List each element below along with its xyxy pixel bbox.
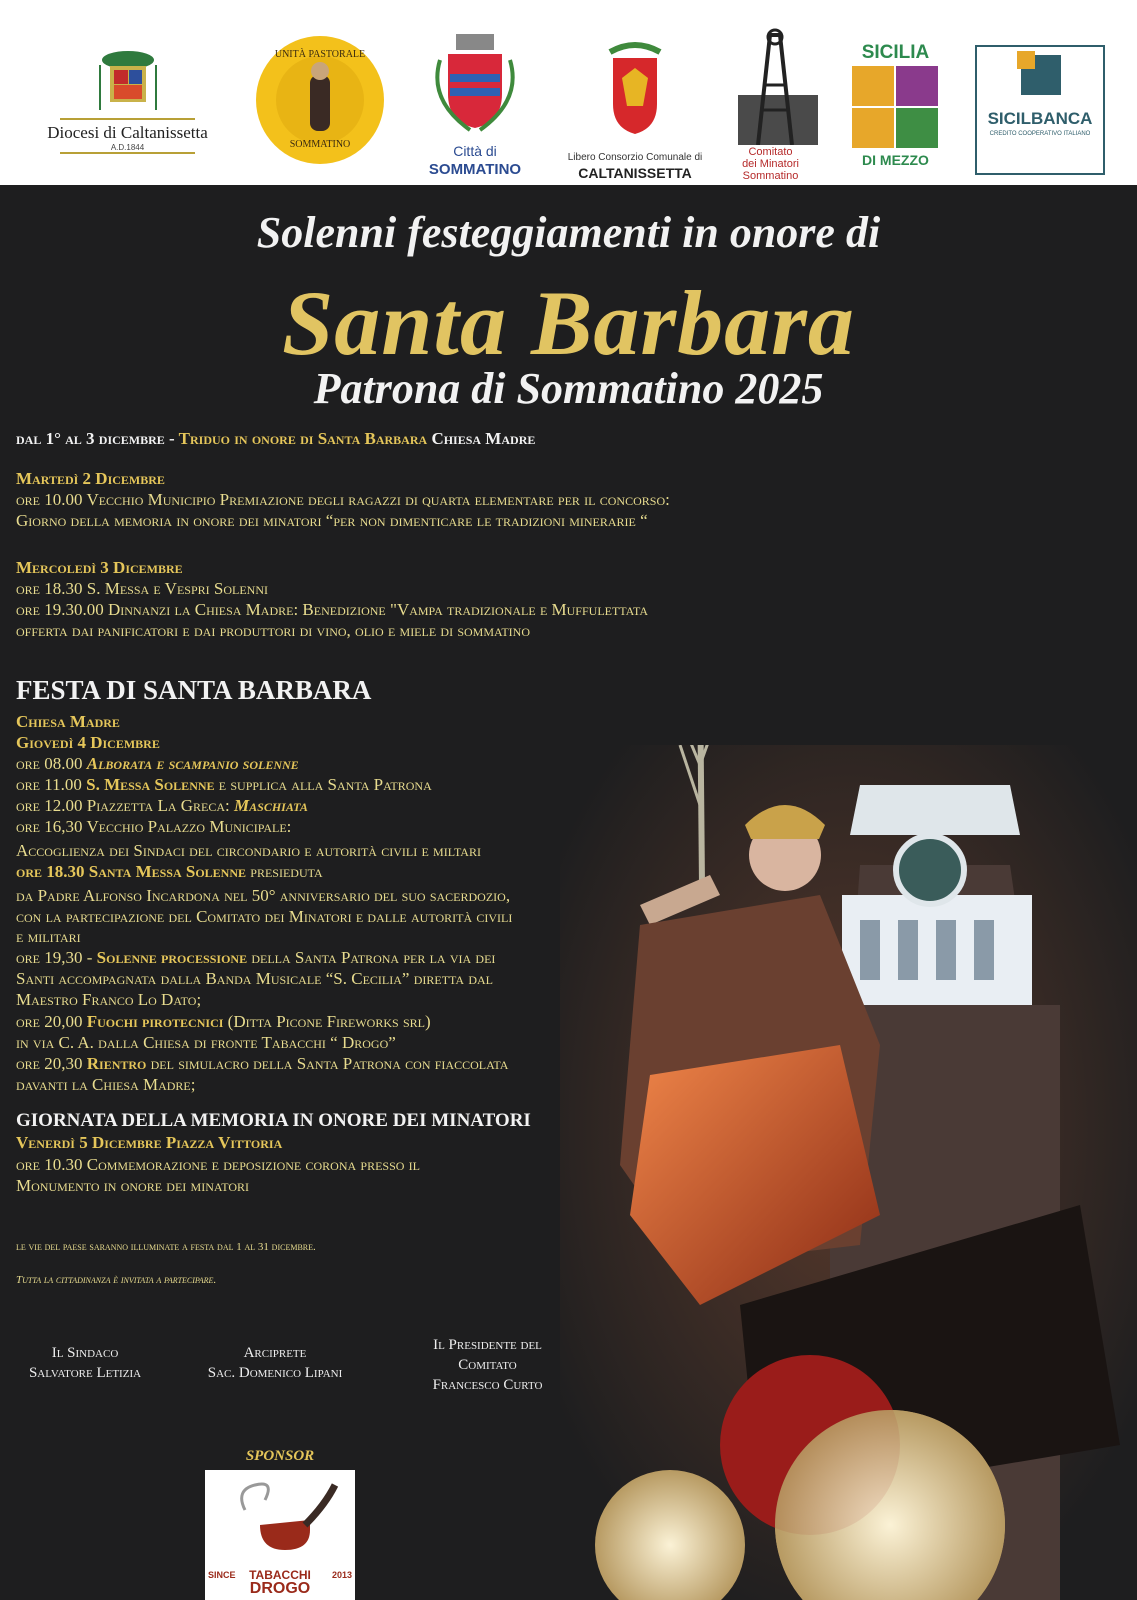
sicilia-line1: SICILIA (861, 42, 930, 63)
festa-line5: Accoglienza dei Sindaci del circondario e autorità civili e miltari (16, 841, 481, 860)
header-line1: Solenni festeggiamenti in onore di (256, 208, 881, 257)
triduo-line (16, 428, 535, 449)
festa-line10-event: Solenne processione (96, 948, 248, 967)
diocesi-year: A.D.1844 (110, 143, 145, 152)
sponsor-since: SINCE (208, 1570, 236, 1580)
signature-sindaco (10, 1343, 160, 1383)
festa-line4: ore 16,30 Vecchio Palazzo Municipale: (16, 817, 292, 836)
sponsor-name2: DROGO (249, 1580, 311, 1597)
santa-barbara-photo (560, 745, 1137, 1600)
sponsor-label: SPONSOR (245, 1448, 315, 1464)
giornata-line2: Monumento in onore dei minatori (16, 1176, 249, 1195)
logo-comitato-minatori (728, 25, 823, 183)
festa-line8: con la partecipazione del Comitato dei Minatori e dalle autorità civili (16, 907, 513, 926)
sindaco-name: Salvatore Letizia (28, 1365, 142, 1381)
sponsor-name1: TABACCHI (249, 1568, 311, 1582)
giornata-day: Venerdì 5 Dicembre Piazza Vittoria (16, 1133, 283, 1152)
triduo-suffix: Chiesa Madre (427, 429, 536, 448)
comitato-line1: Comitato (748, 146, 793, 158)
mine-tower-icon (728, 25, 823, 145)
festa-line1-event: Alborata e scampanio solenne (86, 754, 299, 773)
sicilbanca-name: SICILBANCA (987, 109, 1093, 128)
festa-line13-rest: (Ditta Picone Fireworks srl) (223, 1012, 431, 1031)
festa-line3-event: Maschiata (234, 796, 308, 815)
statue-illustration-icon (560, 745, 1137, 1600)
sponsor-year: 2013 (331, 1570, 352, 1580)
mercoledi-line1: ore 18.30 S. Messa e Vespri Solenni (16, 579, 269, 598)
citta-line2: SOMMATINO (428, 161, 522, 178)
logo-sicilia-di-mezzo (848, 42, 943, 172)
note-invito: Tutta la cittadinanza è invitata a partecipare. (16, 1274, 217, 1286)
header-title: Santa Barbara (282, 272, 855, 374)
festa-line15 (16, 1053, 508, 1074)
consorzio-line1: Libero Consorzio Comunale di (567, 152, 703, 163)
signature-presidente (400, 1335, 575, 1395)
presidente-role1: Il Presidente del (433, 1337, 542, 1353)
logo-unita-pastorale (255, 35, 385, 165)
festa-line10-rest: della Santa Patrona per la via dei (247, 948, 496, 967)
festa-line1 (16, 753, 299, 774)
mercoledi-heading: Mercoledì 3 Dicembre (16, 558, 183, 577)
comitato-line3: Sommatino (742, 170, 799, 182)
martedi-heading: Martedì 2 Dicembre (16, 469, 165, 488)
giornata-line1: ore 10.30 Commemorazione e deposizione corona presso il (16, 1155, 421, 1174)
festa-line2-rest: e supplica alla Santa Patrona (214, 775, 432, 794)
festa-line13 (16, 1011, 431, 1032)
festa-line10-time: ore 19,30 - (16, 948, 97, 967)
signature-arciprete (180, 1343, 370, 1383)
logo-sicilbanca (975, 45, 1105, 175)
unita-text-top: UNITÀ PASTORALE (274, 49, 366, 60)
presidente-name: Francesco Curto (432, 1377, 543, 1393)
festa-line11: Santi accompagnata dalla Banda Musicale “S. Cecilia” diretta dal (16, 969, 493, 988)
consorzio-line2: CALTANISSETTA (578, 165, 692, 181)
festa-line15-time: ore 20,30 (16, 1054, 87, 1073)
sicilbanca-tagline: CREDITO COOPERATIVO ITALIANO (989, 131, 1091, 137)
festa-line2-time: ore 11.00 (16, 775, 87, 794)
festa-line3 (16, 795, 308, 816)
eagle-crest-icon (560, 38, 710, 148)
festa-line15-rest: del simulacro della Santa Patrona con fiaccolata (146, 1054, 509, 1073)
festa-line7: da Padre Alfonso Incardona nel 50° anniversario del suo sacerdozio, (16, 886, 511, 905)
giornata-title: GIORNATA DELLA MEMORIA IN ONORE DEI MINATORI (16, 1110, 531, 1131)
sponsor-logo (205, 1470, 355, 1600)
mercoledi-line3: offerta dai panificatori e dai produttori di vino, olio e miele di sommatino (16, 621, 531, 640)
festa-line14: in via C. A. dalla Chiesa di fronte Tabacchi “ Drogo” (16, 1033, 396, 1052)
presidente-role2: Comitato (458, 1357, 517, 1373)
diocesi-name: Diocesi di Caltanissetta (47, 123, 208, 142)
mercoledi-line2: ore 19.30.00 Dinnanzi la Chiesa Madre: Benedizione "Vampa tradizionale e Muffulettata (16, 600, 649, 619)
festa-line13-time: ore 20,00 (16, 1012, 87, 1031)
festa-day: Giovedì 4 Dicembre (16, 733, 160, 752)
logo-diocesi (30, 40, 225, 160)
sicilia-grid-icon (848, 66, 943, 166)
festa-line9: e militari (16, 927, 81, 946)
logo-libero-consorzio (560, 38, 710, 183)
festa-title: FESTA DI SANTA BARBARA (16, 675, 372, 705)
city-crest-icon (410, 30, 540, 140)
logo-citta-sommatino (410, 30, 540, 180)
festa-line15-event: Rientro (86, 1054, 147, 1073)
pipe-icon (205, 1470, 355, 1570)
sicilia-line2: DI MEZZO (862, 152, 929, 168)
martedi-line1: ore 10.00 Vecchio Municipio Premiazione degli ragazzi di quarta elementare per il concorso: (16, 490, 670, 509)
festa-line3-time: ore 12.00 Piazzetta La Greca: (16, 796, 235, 815)
arciprete-name: Sac. Domenico Lipani (207, 1365, 343, 1381)
festa-line6-rest: presieduta (246, 862, 323, 881)
festa-line13-event: Fuochi pirotecnici (86, 1012, 224, 1031)
note-illuminazione: le vie del paese saranno illuminate a festa dal 1 al 31 dicembre. (16, 1241, 316, 1253)
martedi-line2: Giorno della memoria in onore dei minatori “per non dimenticare le tradizioni minerarie “ (16, 511, 648, 530)
festa-place: Chiesa Madre (16, 712, 120, 731)
festa-line2-event: S. Messa Solenne (86, 775, 215, 794)
festa-line6-event: ore 18.30 Santa Messa Solenne (16, 862, 247, 881)
sicilbanca-square-icon (1017, 51, 1035, 69)
comitato-line2: dei Minatori (742, 158, 799, 170)
festa-line12: Maestro Franco Lo Dato; (16, 990, 202, 1009)
festa-line16: davanti la Chiesa Madre; (16, 1075, 196, 1094)
triduo-prefix: dal 1° al 3 dicembre - (16, 429, 179, 448)
header-line3: Patrona di Sommatino 2025 (313, 364, 824, 413)
arciprete-role: Arciprete (243, 1345, 307, 1361)
triduo-highlight: Triduo in onore di Santa Barbara (178, 429, 428, 448)
sindaco-role: Il Sindaco (51, 1345, 119, 1361)
festa-line2 (16, 774, 432, 795)
poster (0, 185, 1137, 1600)
unita-text-bottom: SOMMATINO (289, 139, 351, 150)
festa-line6 (16, 861, 323, 882)
citta-line1: Città di (453, 143, 497, 159)
festa-line10 (16, 947, 495, 968)
logo-bar (0, 0, 1137, 185)
festa-line1-time: ore 08.00 (16, 754, 87, 773)
